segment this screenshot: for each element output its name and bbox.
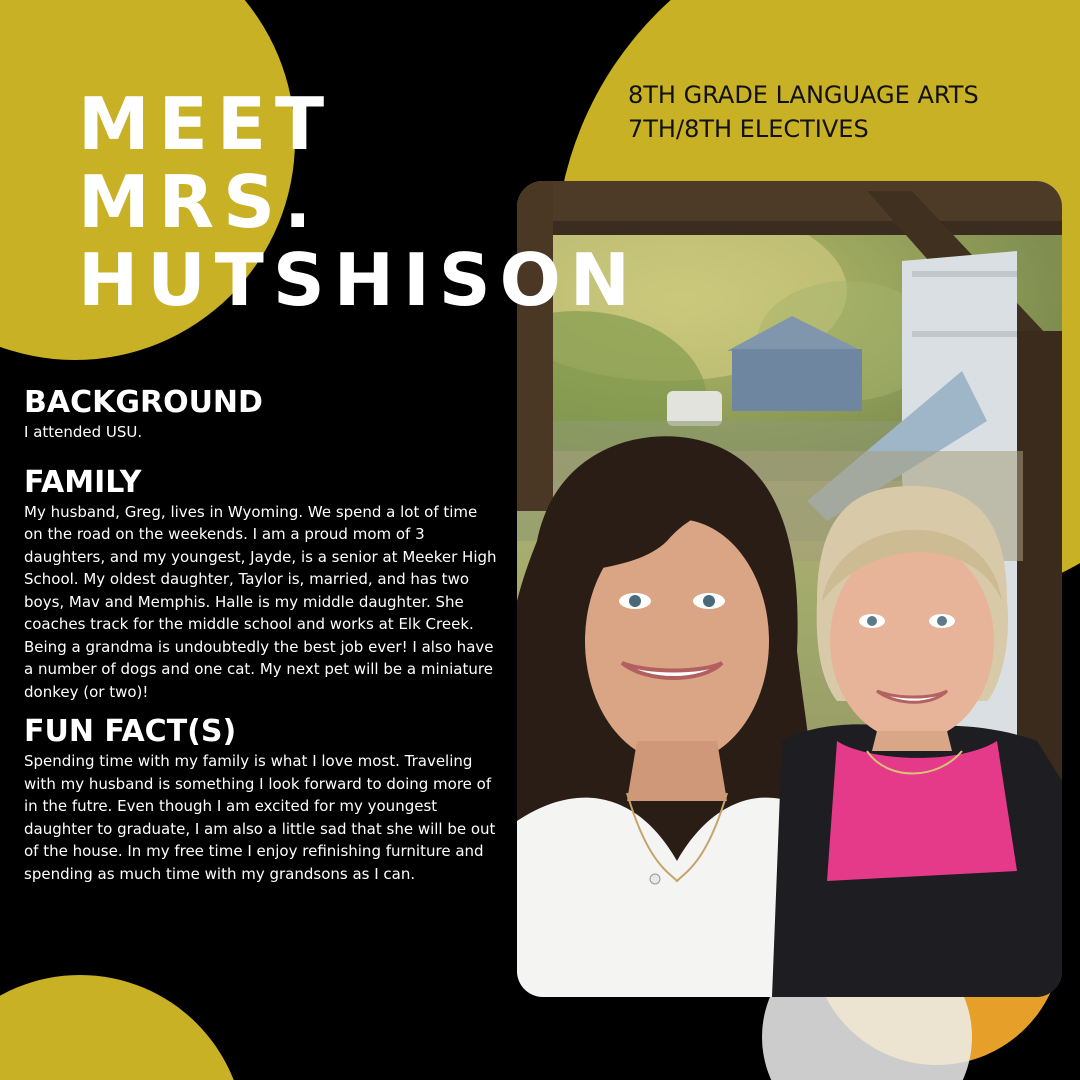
bio-text-column (24, 386, 499, 885)
subject-line-2: 7TH/8TH ELECTIVES (628, 115, 869, 144)
section-background (24, 386, 499, 444)
section-heading-fun-facts: FUN FACT(S) (24, 714, 237, 749)
title-line-1: MEET (78, 82, 334, 166)
title-line-2: MRS. (78, 160, 321, 244)
section-fun-facts (24, 715, 499, 885)
page-title (78, 82, 640, 322)
section-heading-family: FAMILY (24, 464, 142, 500)
gold-circle-bottom-left (0, 975, 245, 1080)
subject-line-1: 8TH GRADE LANGUAGE ARTS (628, 81, 979, 109)
section-heading-background: BACKGROUND (24, 385, 263, 420)
section-family (24, 466, 499, 704)
title-line-3: HUTSHISON (78, 238, 640, 322)
section-body-fun-facts: Spending time with my family is what I love most. Traveling with my husband is something I look forward to doing more of in the futre. Even though I am excited for my youngest daughter to graduate, I am also a little sad that she will be out of the house. In my free time I enjoy refinishing furniture and spending as much time with my grandsons as I can. (24, 752, 496, 883)
section-body-family: My husband, Greg, lives in Wyoming. We spend a lot of time on the road on the weekends. I am a proud mom of 3 daughters, and my youngest, Jayde, is a senior at Meeker High School. My oldest daughter, Taylor is, married, and has two boys, Mav and Memphis. Halle is my middle daughter. She coaches track for the middle school and works at Elk Creek. Being a grandma is undoubtedly the best job ever! I also have a number of dogs and one cat. My next pet will be a miniature donkey (or two)! (24, 502, 497, 701)
subjects-block (628, 78, 979, 146)
section-body-background: I attended USU. (24, 423, 143, 441)
